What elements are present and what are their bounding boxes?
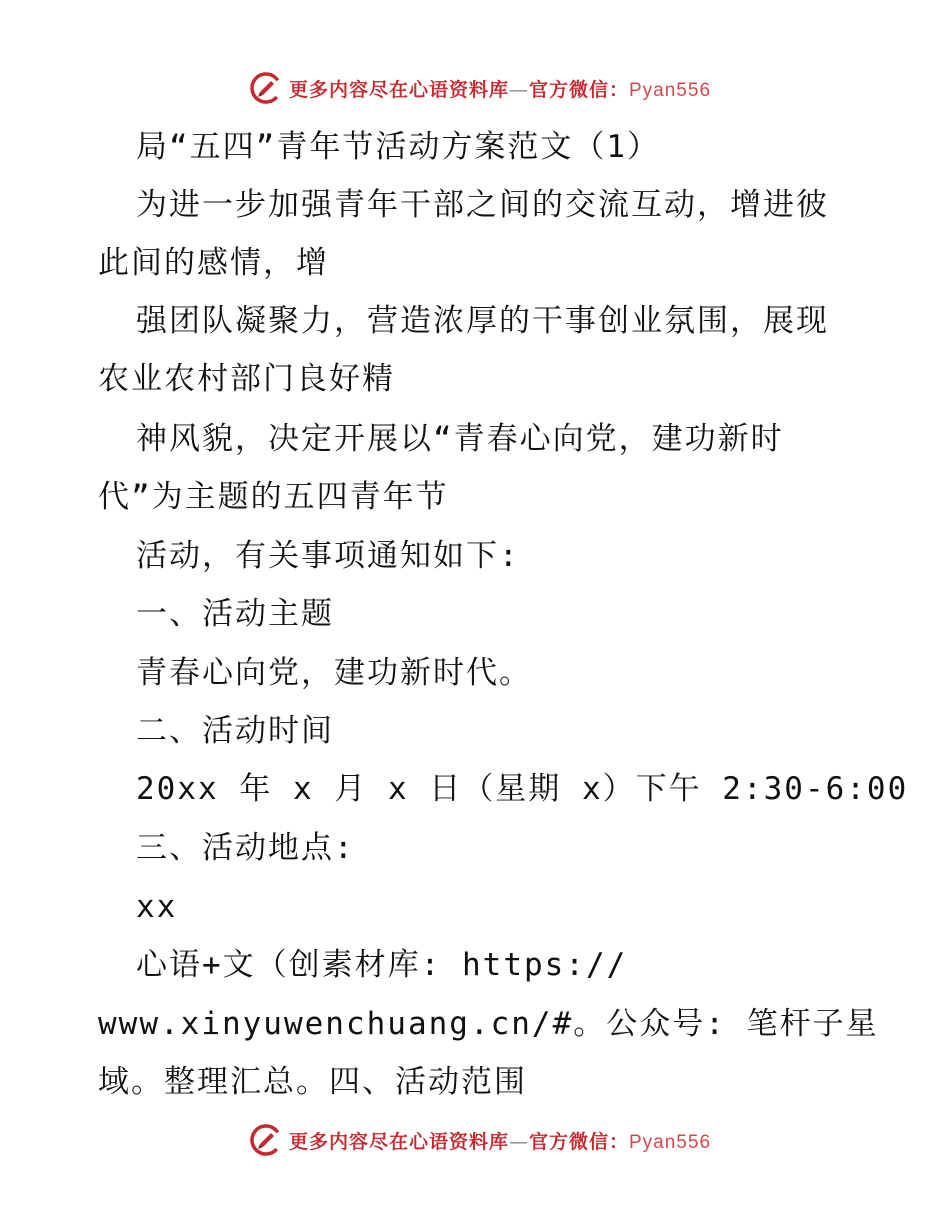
section-heading: 一、活动主题 bbox=[136, 596, 334, 632]
banner-content bbox=[239, 71, 711, 105]
paragraph-line: 此间的感情，增 bbox=[98, 245, 329, 281]
banner-main-text: 更多内容尽在心语资料库 bbox=[288, 78, 509, 101]
paragraph-line: 域。整理汇总。四、活动范围 bbox=[98, 1064, 527, 1100]
footer-banner bbox=[0, 1120, 950, 1160]
banner-content bbox=[239, 1123, 711, 1157]
document-title: 局“五四”青年节活动方案范文（1） bbox=[136, 129, 660, 165]
banner-official-label: 官方微信： bbox=[528, 1130, 629, 1153]
paragraph-line: 青春心向党，建功新时代。 bbox=[136, 655, 532, 691]
banner-official-label: 官方微信： bbox=[528, 78, 629, 101]
banner-separator: — bbox=[508, 1130, 529, 1153]
paragraph-line: 强团队凝聚力，营造浓厚的干事创业氛围，展现 bbox=[136, 303, 829, 339]
paragraph-line: 活动，有关事项通知如下: bbox=[136, 538, 520, 574]
banner-wechat-id: Pyan556 bbox=[629, 79, 712, 101]
banner-text bbox=[289, 1127, 711, 1154]
paragraph-line: 为进一步加强青年干部之间的交流互动，增进彼 bbox=[136, 187, 829, 223]
paragraph-line: xx bbox=[136, 889, 178, 925]
banner-separator: — bbox=[508, 78, 529, 101]
paragraph-line: 代”为主题的五四青年节 bbox=[98, 479, 449, 515]
paragraph-line: www.xinyuwenchuang.cn/#。公众号: 笔杆子星 bbox=[98, 1006, 879, 1042]
banner-main-text: 更多内容尽在心语资料库 bbox=[288, 1130, 509, 1153]
paragraph-line: 神风貌，决定开展以“青春心向党，建功新时 bbox=[136, 421, 784, 457]
logo-mark-icon bbox=[249, 71, 283, 105]
banner-text bbox=[289, 75, 711, 102]
section-heading: 三、活动地点: bbox=[136, 830, 355, 866]
paragraph-line: 农业农村部门良好精 bbox=[98, 361, 395, 397]
header-banner bbox=[0, 68, 950, 108]
paragraph-line: 20xx 年 x 月 x 日（星期 x）下午 2:30-6:00 bbox=[136, 771, 909, 807]
logo-mark-icon bbox=[249, 1123, 283, 1157]
section-heading: 二、活动时间 bbox=[136, 713, 334, 749]
paragraph-line: 心语+文（创素材库: https:// bbox=[136, 947, 628, 983]
banner-wechat-id: Pyan556 bbox=[629, 1131, 712, 1153]
